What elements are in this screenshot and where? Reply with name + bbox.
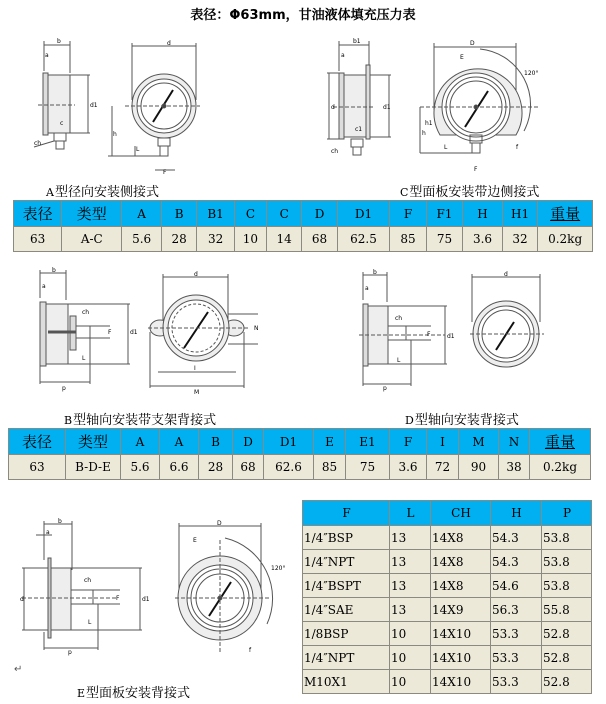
svg-text:d1: d1 xyxy=(130,329,138,336)
caption-a: A型径向安装侧接式 xyxy=(46,185,159,200)
svg-text:a: a xyxy=(341,52,345,59)
table-cell: 14X10 xyxy=(431,646,491,670)
svg-text:L: L xyxy=(397,357,401,364)
table-cell: 54.3 xyxy=(491,550,542,574)
header-cell: 表径 xyxy=(9,429,66,455)
diagram-e-front xyxy=(175,520,285,655)
table-cell: 13 xyxy=(390,598,431,622)
diagram-d-side xyxy=(355,270,455,390)
svg-text:d: d xyxy=(167,40,171,47)
svg-text:b: b xyxy=(58,518,62,525)
header-cell: CH xyxy=(431,501,491,526)
table-cell: 56.3 xyxy=(491,598,542,622)
svg-text:N: N xyxy=(254,325,259,332)
table-row xyxy=(303,550,592,574)
diagram-c-side xyxy=(325,35,395,155)
table-cell: 53.8 xyxy=(542,526,592,550)
table-cell: 0.2kg xyxy=(538,227,593,252)
table-cell: 38 xyxy=(499,455,530,480)
svg-text:b1: b1 xyxy=(353,38,361,45)
diagram-e-side xyxy=(18,520,148,655)
svg-text:d1: d1 xyxy=(383,104,391,111)
header-cell: 表径 xyxy=(14,201,62,227)
table-row xyxy=(303,670,592,694)
table-cell: 1/4″NPT xyxy=(303,646,390,670)
table-cell: 10 xyxy=(390,670,431,694)
svg-text:L: L xyxy=(88,619,92,626)
table-cell: 62.6 xyxy=(264,455,314,480)
table-cell: 1/4″BSPT xyxy=(303,574,390,598)
header-cell: A xyxy=(160,429,199,455)
header-cell: F1 xyxy=(426,201,462,227)
table-cell: 10 xyxy=(390,622,431,646)
header-cell: E xyxy=(314,429,346,455)
header-cell: D xyxy=(302,201,337,227)
header-cell: H1 xyxy=(502,201,537,227)
table-row xyxy=(303,646,592,670)
header-cell: I xyxy=(427,429,459,455)
header-cell: B1 xyxy=(197,201,235,227)
svg-text:h: h xyxy=(113,131,117,138)
svg-text:ch: ch xyxy=(331,148,339,155)
header-cell: D xyxy=(233,429,264,455)
table-cell: B-D-E xyxy=(66,455,121,480)
table-header-row xyxy=(14,201,593,227)
svg-text:120°: 120° xyxy=(524,70,539,77)
header-cell: 类型 xyxy=(62,201,122,227)
header-cell: B xyxy=(161,201,196,227)
dim-label: c xyxy=(60,120,64,127)
table-cell: 53.8 xyxy=(542,550,592,574)
svg-text:b: b xyxy=(373,269,377,276)
diagram-d-front xyxy=(470,272,545,372)
table-cell: 14X8 xyxy=(431,550,491,574)
header-cell: N xyxy=(499,429,530,455)
header-cell: B xyxy=(199,429,233,455)
table-cell: 10 xyxy=(390,646,431,670)
table-cell: 28 xyxy=(199,455,233,480)
table-cell: 0.2kg xyxy=(530,455,591,480)
table-row xyxy=(14,227,593,252)
table-cell: 1/4″SAE xyxy=(303,598,390,622)
dim-label: ch xyxy=(34,140,42,147)
header-cell: F xyxy=(390,429,427,455)
svg-text:F: F xyxy=(474,166,478,173)
table-cell: 54.6 xyxy=(491,574,542,598)
table-cell: 6.6 xyxy=(160,455,199,480)
table-cell: 5.6 xyxy=(122,227,162,252)
table-header-row xyxy=(9,429,591,455)
table-cell: 63 xyxy=(14,227,62,252)
header-cell: C xyxy=(267,201,302,227)
header-cell: A xyxy=(122,201,162,227)
table-row xyxy=(303,574,592,598)
table-cell: 55.8 xyxy=(542,598,592,622)
svg-text:p: p xyxy=(62,385,66,392)
svg-text:ch: ch xyxy=(82,309,90,316)
svg-text:I: I xyxy=(194,365,196,372)
svg-text:F: F xyxy=(163,169,167,176)
header-cell: E1 xyxy=(346,429,390,455)
header-cell: A xyxy=(121,429,160,455)
table-cell: 1/4″NPT xyxy=(303,550,390,574)
table-row xyxy=(9,455,591,480)
table-cell: 1/4″BSP xyxy=(303,526,390,550)
table-cell: 13 xyxy=(390,550,431,574)
table-row xyxy=(303,598,592,622)
header-cell: D1 xyxy=(264,429,314,455)
table-cell: 75 xyxy=(346,455,390,480)
header-cell: H xyxy=(463,201,503,227)
table-cell: 3.6 xyxy=(463,227,503,252)
svg-text:d: d xyxy=(20,596,24,603)
caption-c: C型面板安装带边侧接式 xyxy=(400,185,540,200)
table-cell: 54.3 xyxy=(491,526,542,550)
svg-text:L: L xyxy=(444,144,448,151)
svg-text:f: f xyxy=(516,144,519,151)
table-cell: 32 xyxy=(502,227,537,252)
svg-text:f: f xyxy=(249,647,252,654)
svg-text:a: a xyxy=(42,283,46,290)
svg-text:a: a xyxy=(365,285,369,292)
table-cell: 14X8 xyxy=(431,574,491,598)
dim-label: a xyxy=(45,52,49,59)
header-cell: 类型 xyxy=(66,429,121,455)
header-cell: P xyxy=(542,501,592,526)
table-cell: 68 xyxy=(302,227,337,252)
page-title: 表径：Φ63mm，甘油液体填充压力表 xyxy=(190,8,416,23)
caption-b: B型轴向安装带支架背接式 xyxy=(64,413,217,428)
table-cell: 52.8 xyxy=(542,622,592,646)
table-cell: 14X10 xyxy=(431,670,491,694)
table-cell: 10 xyxy=(234,227,266,252)
dim-label: d1 xyxy=(90,102,98,109)
table-cell: 3.6 xyxy=(390,455,427,480)
table-cell: 53.8 xyxy=(542,574,592,598)
caption-d: D型轴向安装背接式 xyxy=(405,413,519,428)
table-cell: 28 xyxy=(161,227,196,252)
table-cell: 52.8 xyxy=(542,646,592,670)
table-row xyxy=(303,622,592,646)
header-cell: H xyxy=(491,501,542,526)
header-cell: 重量 xyxy=(530,429,591,455)
table-row xyxy=(303,526,592,550)
svg-text:E: E xyxy=(460,54,464,61)
table-cell: 14 xyxy=(267,227,302,252)
table-cell: 62.5 xyxy=(337,227,390,252)
table-cell: 85 xyxy=(314,455,346,480)
header-cell: 重量 xyxy=(538,201,593,227)
spec-table-b-d-e xyxy=(8,428,591,480)
table-cell: 13 xyxy=(390,574,431,598)
caption-e: E型面板安装背接式 xyxy=(77,686,191,701)
table-cell: A-C xyxy=(62,227,122,252)
table-cell: 85 xyxy=(390,227,426,252)
table-cell: 75 xyxy=(426,227,462,252)
header-cell: F xyxy=(390,201,426,227)
table-cell: 14X10 xyxy=(431,622,491,646)
svg-text:d1: d1 xyxy=(142,596,150,603)
table-cell: 63 xyxy=(9,455,66,480)
svg-text:d: d xyxy=(504,271,508,278)
dim-label: b xyxy=(57,38,61,45)
table-cell: 5.6 xyxy=(121,455,160,480)
table-cell: 72 xyxy=(427,455,459,480)
svg-text:ch: ch xyxy=(395,315,403,322)
table-cell: 14X8 xyxy=(431,526,491,550)
svg-text:c1: c1 xyxy=(355,126,363,133)
header-cell: M xyxy=(459,429,499,455)
header-cell: D1 xyxy=(337,201,390,227)
svg-text:L: L xyxy=(136,146,140,153)
svg-text:F: F xyxy=(116,595,120,602)
diagram-b-side xyxy=(30,268,140,393)
table-cell: 1/8BSP xyxy=(303,622,390,646)
svg-text:120°: 120° xyxy=(271,565,286,572)
spec-table-a-c xyxy=(13,200,593,252)
svg-text:a: a xyxy=(46,529,50,536)
svg-text:h1: h1 xyxy=(425,120,433,127)
svg-text:p: p xyxy=(68,649,72,656)
header-cell: L xyxy=(390,501,431,526)
table-header-row xyxy=(303,501,592,526)
table-cell: 90 xyxy=(459,455,499,480)
svg-text:E: E xyxy=(193,537,197,544)
table-cell: 53.3 xyxy=(491,670,542,694)
diagram-a-side xyxy=(30,35,100,155)
svg-text:F: F xyxy=(108,329,112,336)
svg-text:ch: ch xyxy=(84,577,92,584)
svg-text:h: h xyxy=(422,130,426,137)
diagram-a-front xyxy=(105,40,200,175)
table-cell: 32 xyxy=(197,227,235,252)
fitting-table xyxy=(302,500,592,694)
svg-text:p: p xyxy=(383,385,387,392)
svg-text:d1: d1 xyxy=(447,333,455,340)
svg-text:D: D xyxy=(217,520,222,527)
table-cell: 52.8 xyxy=(542,670,592,694)
table-cell: 53.3 xyxy=(491,646,542,670)
svg-text:L: L xyxy=(82,355,86,362)
table-cell: 14X9 xyxy=(431,598,491,622)
svg-text:d: d xyxy=(331,104,335,111)
svg-text:F: F xyxy=(427,331,431,338)
svg-text:D: D xyxy=(470,40,475,47)
svg-text:d: d xyxy=(194,271,198,278)
table-cell: 68 xyxy=(233,455,264,480)
header-cell: F xyxy=(303,501,390,526)
svg-text:b: b xyxy=(52,267,56,274)
table-cell: 53.3 xyxy=(491,622,542,646)
diagram-c-front xyxy=(420,35,550,175)
return-mark: ↵ xyxy=(14,664,23,675)
diagram-b-front xyxy=(148,271,259,397)
table-cell: M10X1 xyxy=(303,670,390,694)
header-cell: C xyxy=(234,201,266,227)
table-cell: 13 xyxy=(390,526,431,550)
svg-text:M: M xyxy=(194,389,200,396)
